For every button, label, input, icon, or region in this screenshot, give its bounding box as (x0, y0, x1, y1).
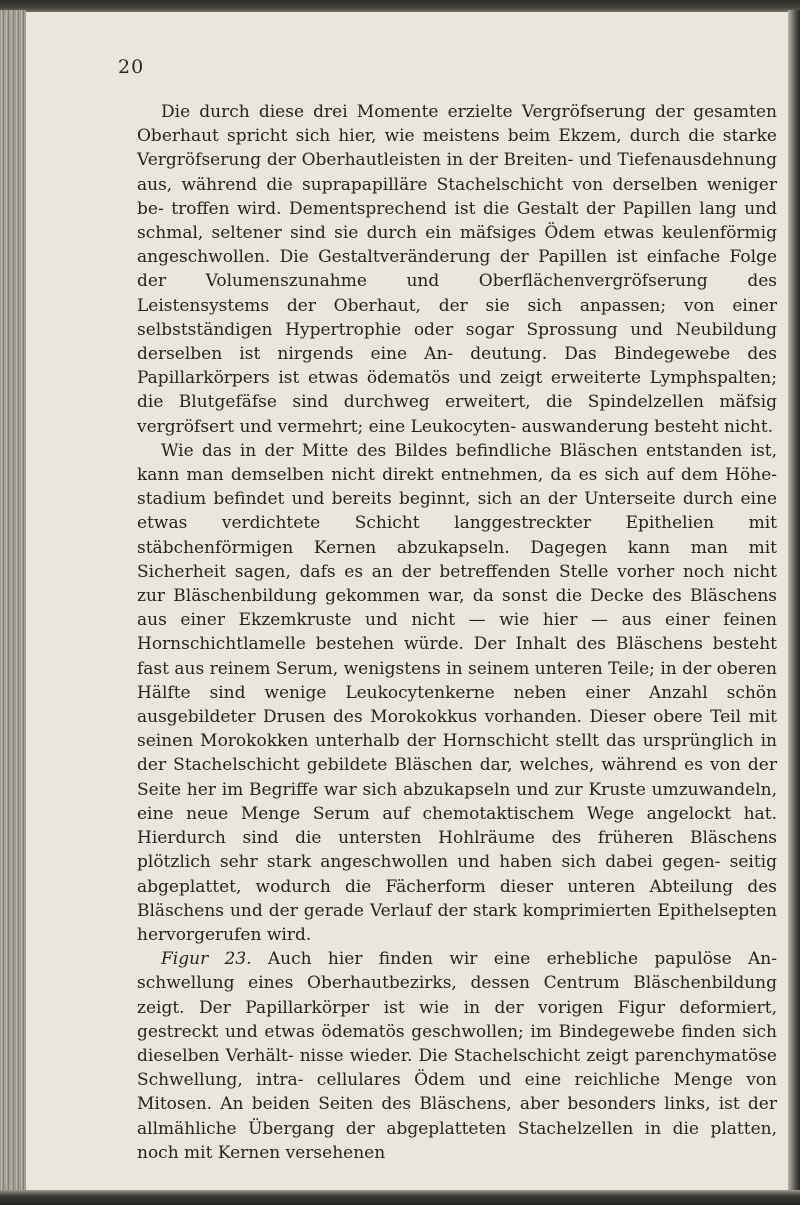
scan-bottom-edge (0, 1190, 800, 1205)
book-spine-edge (0, 10, 26, 1195)
figure-paragraph-text: Auch hier finden wir eine erhebliche papulöse An- schwellung eines Oberhautbezirks, dessen Centrum Bläschenbildung zeigt. Der Papillarkörper ist wie in der vorigen Figur deformiert, gestreckt und etwas ödematös geschwollen; im Bindegewebe finden sich dieselben Verhält- nisse wieder. Die Stachelschicht zeigt parenchymatöse Schwellung, intra- cellulares Ödem und eine reichliche Menge von Mitosen. An beiden Seiten des Bläschens, aber besonders links, ist der allmähliche Übergang der abgeplatteten Stachelzellen in die platten, noch mit Kernen versehenen (137, 949, 777, 1163)
paragraph-figure-23 (137, 947, 777, 1165)
figure-reference: Figur 23. (161, 949, 252, 970)
page-number: 20 (118, 56, 145, 78)
paragraph-1: Die durch diese drei Momente erzielte Vergröfserung der gesamten Oberhaut spricht sich hier, wie meistens beim Ekzem, durch die starke Vergröfserung der Oberhautleisten in der Breiten- und Tiefenausdehnung aus, während die suprapapilläre Stachelschicht von derselben weniger be- troffen wird. Dementsprechend ist die Gestalt der Papillen lang und schmal, seltener sind sie durch ein mäfsiges Ödem etwas keulenförmig angeschwollen. Die Gestaltveränderung der Papillen ist einfache Folge der Volumenszunahme und Oberflächenvergröfserung des Leistensystems der Oberhaut, der sie sich anpassen; von einer selbstständigen Hypertrophie oder sogar Sprossung und Neubildung derselben ist nirgends eine An- deutung. Das Bindegewebe des Papillarkörpers ist etwas ödematös und zeigt erweiterte Lymphspalten; die Blutgefäfse sind durchweg erweitert, die Spindelzellen mäfsig vergröfsert und vermehrt; eine Leukocyten- auswanderung besteht nicht. (137, 102, 777, 437)
paragraph-2: Wie das in der Mitte des Bildes befindliche Bläschen entstanden ist, kann man demselben nicht direkt entnehmen, da es sich auf dem Höhe- stadium befindet und bereits beginnt, sich an der Unterseite durch eine etwas verdichtete Schicht langgestreckter Epithelien mit stäbchenförmigen Kernen abzukapseln. Dagegen kann man mit Sicherheit sagen, dafs es an der betreffenden Stelle vorher noch nicht zur Bläschenbildung gekommen war, da sonst die Decke des Bläschens aus einer Ekzemkruste und nicht — wie hier — aus einer feinen Hornschichtlamelle bestehen würde. Der Inhalt des Bläschens besteht fast aus reinem Serum, wenigstens in seinem unteren Teile; in der oberen Hälfte sind wenige Leukocytenkerne neben einer Anzahl schön ausgebildeter Drusen des Morokokkus vorhanden. Dieser obere Teil mit seinen Morokokken unterhalb der Hornschicht stellt das ursprünglich in der Stachelschicht gebildete Bläschen dar, welches, während es von der Seite her im Begriffe war sich abzukapseln und zur Kruste umzuwandeln, eine neue Menge Serum auf chemotaktischem Wege angelockt hat. Hierdurch sind die untersten Hohlräume des früheren Bläschens plötzlich sehr stark angeschwollen und haben sich dabei gegen- seitig abgeplattet, wodurch die Fächerform dieser unteren Abteilung des Bläschens und der gerade Verlauf der stark komprimierten Epithelsepten hervorgerufen wird. (137, 440, 777, 945)
scan-right-edge (788, 10, 800, 1195)
body-text (137, 100, 777, 1165)
